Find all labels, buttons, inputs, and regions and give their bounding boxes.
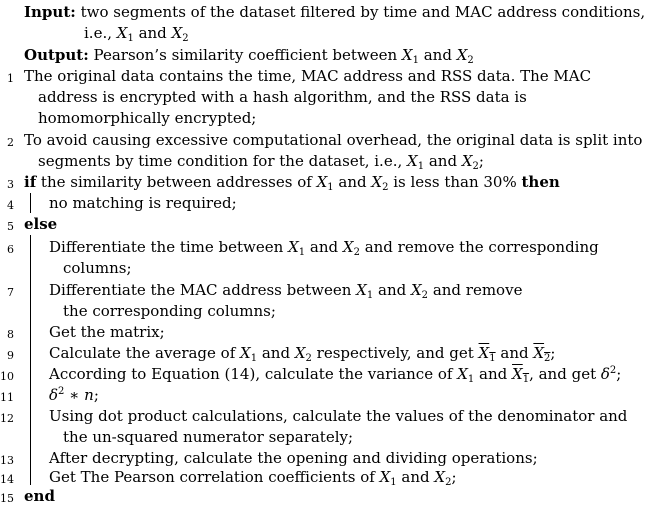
line-number: 2 xyxy=(7,136,14,149)
line-number: 6 xyxy=(7,243,14,256)
step-2-cont: segments by time condition for the dataset, i.e., $X_1$ and $X_2$; xyxy=(38,152,484,172)
input-text: two segments of the dataset filtered by time and MAC address conditions, xyxy=(80,3,645,21)
step-12-cont: the un-squared numerator separately; xyxy=(63,428,354,446)
step-1-cont: address is encrypted with a hash algorithm, and the RSS data is xyxy=(38,88,527,106)
line-number: 3 xyxy=(7,178,14,191)
line-number: 1 xyxy=(7,72,14,85)
line-number: 7 xyxy=(7,286,14,299)
keyword-end: end xyxy=(24,487,55,505)
step-7-cont: the corresponding columns; xyxy=(63,302,276,320)
input-line-cont: i.e., $X_1$ and $X_2$ xyxy=(84,24,189,44)
step-12: Using dot product calculations, calculate the values of the denominator and xyxy=(49,407,628,425)
output-text: Pearson’s similarity coefficient between $X_1$ and $X_2$ xyxy=(93,46,474,66)
step-1-cont2: homomorphically encrypted; xyxy=(38,109,257,127)
input-label: Input: xyxy=(24,3,76,21)
step-14: Get The Pearson correlation coefficients of $X_1$ and $X_2$; xyxy=(49,468,457,488)
step-8: Get the matrix; xyxy=(49,323,165,341)
indent-guide xyxy=(30,193,31,213)
keyword-then: then xyxy=(521,173,560,191)
step-1: The original data contains the time, MAC address and RSS data. The MAC xyxy=(24,67,592,85)
step-4: no matching is required; xyxy=(49,194,237,212)
line-number: 12 xyxy=(0,412,14,425)
keyword-if: if xyxy=(24,173,37,191)
step-2: To avoid causing excessive computational overhead, the original data is split into xyxy=(24,131,643,149)
step-9: Calculate the average of $X_1$ and $X_2$ respectively, and get $X_1$ and $X_2$; xyxy=(49,344,556,364)
keyword-else: else xyxy=(24,215,58,233)
step-11: $\delta^2$ ∗ n; xyxy=(49,386,99,404)
step-3: if the similarity between addresses of $X_1$ and $X_2$ is less than 30% then xyxy=(24,173,560,193)
line-number: 8 xyxy=(7,328,14,341)
indent-guide xyxy=(30,235,31,485)
line-number: 4 xyxy=(7,199,14,212)
line-number: 9 xyxy=(7,349,14,362)
step-6: Differentiate the time between $X_1$ and $X_2$ and remove the corresponding xyxy=(49,238,599,258)
output-label: Output: xyxy=(24,46,89,64)
line-number: 11 xyxy=(0,391,14,404)
line-number: 14 xyxy=(0,473,14,486)
line-number: 10 xyxy=(0,370,14,383)
step-13: After decrypting, calculate the opening and dividing operations; xyxy=(49,449,538,467)
line-number: 13 xyxy=(0,454,14,467)
step-10: According to Equation (14), calculate the variance of $X_1$ and $X_1$, and get $\delta^2$; xyxy=(49,365,622,385)
line-number: 15 xyxy=(0,492,14,505)
input-line xyxy=(24,2,645,23)
step-6-cont: columns; xyxy=(63,259,132,277)
step-7: Differentiate the MAC address between $X_1$ and $X_2$ and remove xyxy=(49,281,523,301)
line-number: 5 xyxy=(7,220,14,233)
output-line xyxy=(24,45,474,66)
